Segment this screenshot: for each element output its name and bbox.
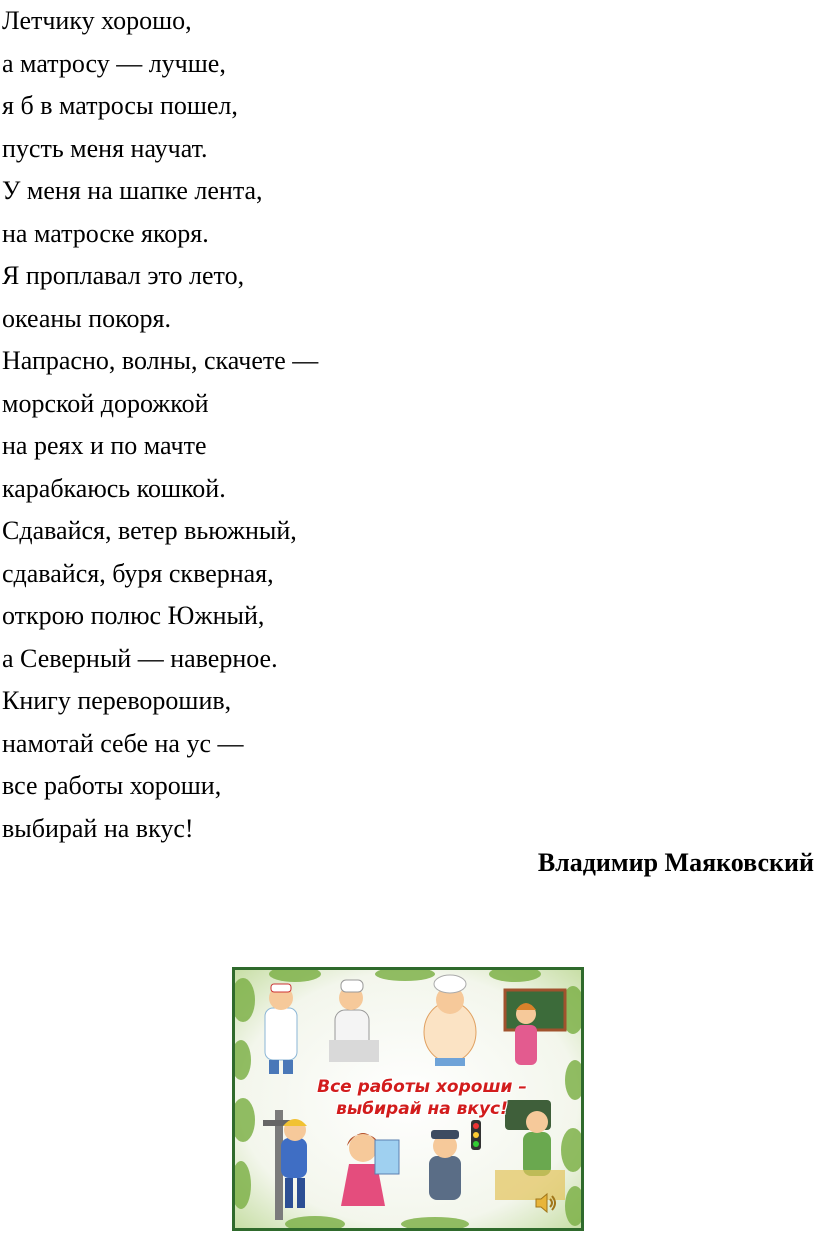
poem-line: на реях и по мачте: [2, 431, 207, 460]
poem-line: У меня на шапке лента,: [2, 176, 263, 205]
poem-line: на матроске якоря.: [2, 218, 209, 248]
poem-line: выбирай на вкус!: [2, 813, 194, 843]
poem-line: я б в матросы пошел,: [2, 91, 238, 120]
poem-line: Книгу переворошив,: [2, 686, 232, 715]
poster-slogan-line-1: Все работы хороши –: [317, 1077, 527, 1097]
author-name: Владимир Маяковский: [537, 848, 814, 877]
poem-line: а матросу — лучше,: [2, 48, 226, 78]
poem-line: Напрасно, волны, скачете —: [2, 346, 319, 375]
poem-line: Летчику хорошо,: [2, 6, 192, 35]
poem-line: намотай себе на ус —: [2, 728, 244, 758]
poem-line: морской дорожкой: [2, 388, 209, 418]
poster-slogan-line-2: выбирай на вкус!: [336, 1099, 508, 1119]
poster-image: [232, 967, 584, 1231]
poster-slogan: [297, 1076, 547, 1120]
poem-line: Я проплавал это лето,: [2, 261, 245, 290]
speaker-icon-glyph: [533, 1190, 559, 1216]
poem-line: карабкаюсь кошкой.: [2, 473, 226, 503]
poem-line: а Северный — наверное.: [2, 643, 278, 673]
doctor-figure: [265, 984, 297, 1074]
poem-line: пусть меня научат.: [2, 133, 208, 163]
poem-line: открою полюс Южный,: [2, 601, 265, 630]
poem-line: все работы хороши,: [2, 771, 222, 800]
poem-line: океаны покоря.: [2, 303, 171, 333]
poem-line: сдавайся, буря скверная,: [2, 558, 274, 588]
poem: [2, 0, 318, 850]
speaker-icon[interactable]: [533, 1190, 559, 1216]
poem-line: Сдавайся, ветер вьюжный,: [2, 516, 297, 545]
